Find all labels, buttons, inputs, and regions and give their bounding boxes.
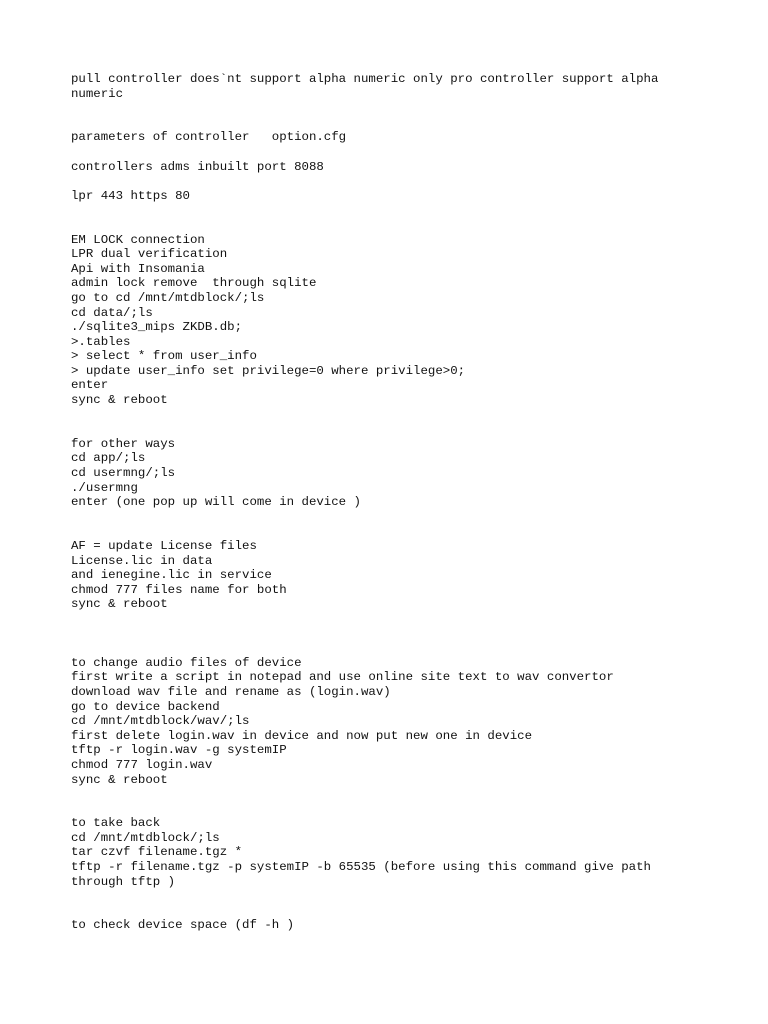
- text-line: sync & reboot: [71, 597, 168, 612]
- text-line: first delete login.wav in device and now put new one in device: [71, 728, 533, 743]
- text-line: for other ways: [71, 436, 176, 451]
- text-line: LPR dual verification: [71, 247, 228, 262]
- text-paragraph: [71, 656, 711, 787]
- text-line: to check device space (df -h ): [71, 918, 295, 933]
- text-line: > select * from user_info: [71, 349, 257, 364]
- text-line: tftp -r filename.tgz -p systemIP -b 65535 (before using this command give path: [71, 860, 651, 875]
- text-line: download wav file and rename as (login.wav): [71, 684, 391, 699]
- text-line: ./usermng: [71, 480, 138, 495]
- text-line: chmod 777 files name for both: [71, 582, 287, 597]
- text-line: admin lock remove through sqlite: [71, 276, 317, 291]
- text-line: AF = update License files: [71, 539, 257, 553]
- text-paragraph: [71, 160, 711, 175]
- text-line: lpr 443 https 80: [71, 188, 190, 203]
- text-line: pull controller does`nt support alpha numeric only pro controller support alpha: [71, 72, 659, 86]
- document-body: [71, 72, 711, 933]
- text-line: tar czvf filename.tgz *: [71, 845, 243, 860]
- text-line: to take back: [71, 816, 161, 831]
- text-paragraph: [71, 918, 711, 933]
- text-line: cd app/;ls: [71, 451, 146, 466]
- text-line: sync & reboot: [71, 772, 168, 787]
- text-line: EM LOCK connection: [71, 232, 205, 247]
- text-line: >.tables: [71, 334, 131, 349]
- text-line: through tftp ): [71, 874, 176, 889]
- text-line: sync & reboot: [71, 393, 168, 408]
- text-line: cd usermng/;ls: [71, 466, 176, 481]
- text-paragraph: [71, 233, 711, 408]
- text-paragraph: [71, 437, 711, 510]
- text-line: and ienegine.lic in service: [71, 568, 272, 583]
- text-line: go to cd /mnt/mtdblock/;ls: [71, 290, 265, 305]
- text-paragraph: [71, 72, 711, 101]
- text-paragraph: [71, 539, 711, 612]
- text-paragraph: [71, 189, 711, 204]
- text-paragraph: [71, 816, 711, 889]
- text-line: cd /mnt/mtdblock/wav/;ls: [71, 714, 250, 729]
- text-line: enter: [71, 378, 109, 393]
- text-line: enter (one pop up will come in device ): [71, 495, 361, 510]
- text-line: parameters of controller option.cfg: [71, 130, 347, 145]
- text-paragraph: [71, 130, 711, 145]
- text-line: Api with Insomania: [71, 261, 205, 276]
- text-line: cd data/;ls: [71, 305, 153, 320]
- text-line: to change audio files of device: [71, 655, 302, 670]
- text-line: License.lic in data: [71, 553, 213, 568]
- text-line: chmod 777 login.wav: [71, 757, 213, 772]
- text-line: numeric: [71, 86, 124, 101]
- text-line: go to device backend: [71, 699, 220, 714]
- text-line: > update user_info set privilege=0 where privilege>0;: [71, 363, 466, 378]
- text-line: first write a script in notepad and use online site text to wav convertor: [71, 670, 614, 685]
- text-line: cd /mnt/mtdblock/;ls: [71, 830, 220, 845]
- text-line: tftp -r login.wav -g systemIP: [71, 743, 287, 758]
- text-line: ./sqlite3_mips ZKDB.db;: [71, 320, 243, 335]
- text-line: controllers adms inbuilt port 8088: [71, 159, 324, 174]
